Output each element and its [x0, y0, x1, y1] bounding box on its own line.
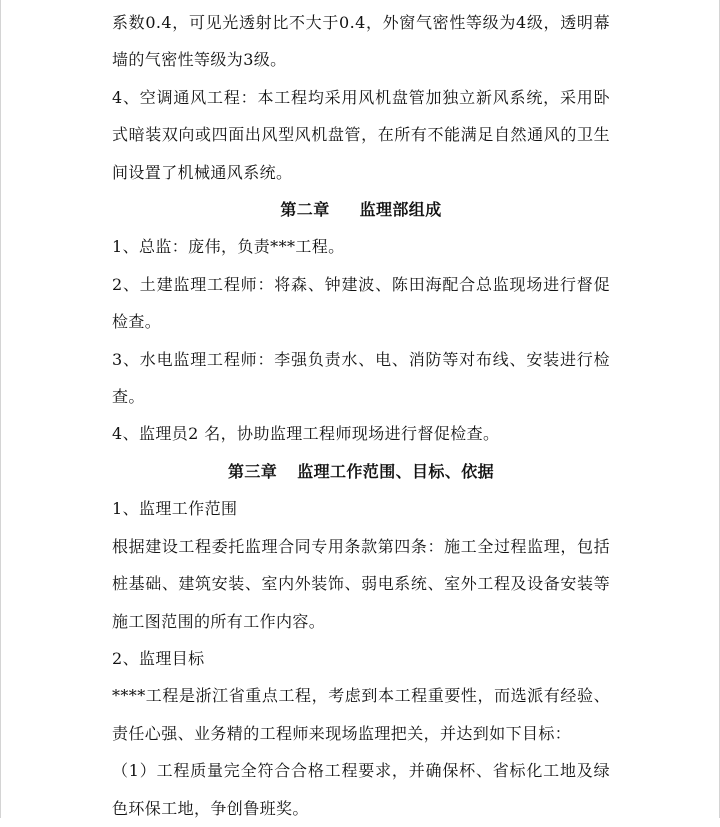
paragraph-scope-body: 根据建设工程委托监理合同专用条款第四条：施工全过程监理，包括桩基础、建筑安装、室内外装饰、弱电系统、室外工程及设备安装等施工图范围的所有工作内容。 [112, 536, 610, 631]
paragraph-goals-heading: 2、监理目标 [112, 648, 205, 668]
chapter-2-heading [112, 191, 610, 228]
chapter-3-heading [112, 453, 610, 490]
paragraph-mep-engineer: 3、水电监理工程师：李强负责水、电、消防等对布线、安装进行检查。 [112, 349, 610, 407]
chapter-3-title: 监理工作范围、目标、依据 [297, 461, 494, 481]
paragraph-quality-goal: （1）工程质量完全符合合格工程要求，并确保杯、省标化工地及绿色环保工地，争创鲁班奖。 [112, 761, 610, 818]
paragraph-goals-body: ****工程是浙江省重点工程，考虑到本工程重要性，而选派有经验、责任心强、业务精的工程师来现场监理把关，并达到如下目标： [112, 686, 610, 743]
paragraph-civil-engineers: 2、土建监理工程师：将森、钟建波、陈田海配合总监现场进行督促检查。 [112, 274, 610, 332]
paragraph-scope-heading: 1、监理工作范围 [112, 499, 238, 519]
paragraph-chief-supervisor: 1、总监：庞伟，负责***工程。 [112, 237, 345, 257]
paragraph-hvac-engineering: 4、空调通风工程：本工程均采用风机盘管加独立新风系统，采用卧式暗装双向或四面出风型风机盘管，在所有不能满足自然通风的卫生间设置了机械通风系统。 [112, 87, 610, 182]
document-body [112, 4, 610, 827]
chapter-2-number: 第二章 [280, 200, 330, 220]
paragraph-supervisors: 4、监理员2 名，协助监理工程师现场进行督促检查。 [112, 424, 500, 444]
chapter-2-title: 监理部组成 [359, 200, 442, 220]
chapter-3-number: 第三章 [227, 461, 278, 481]
paragraph-envelope-performance: 系数0.4，可见光透射比不大于0.4，外窗气密性等级为4级，透明幕墙的气密性等级为3级。 [112, 13, 610, 70]
